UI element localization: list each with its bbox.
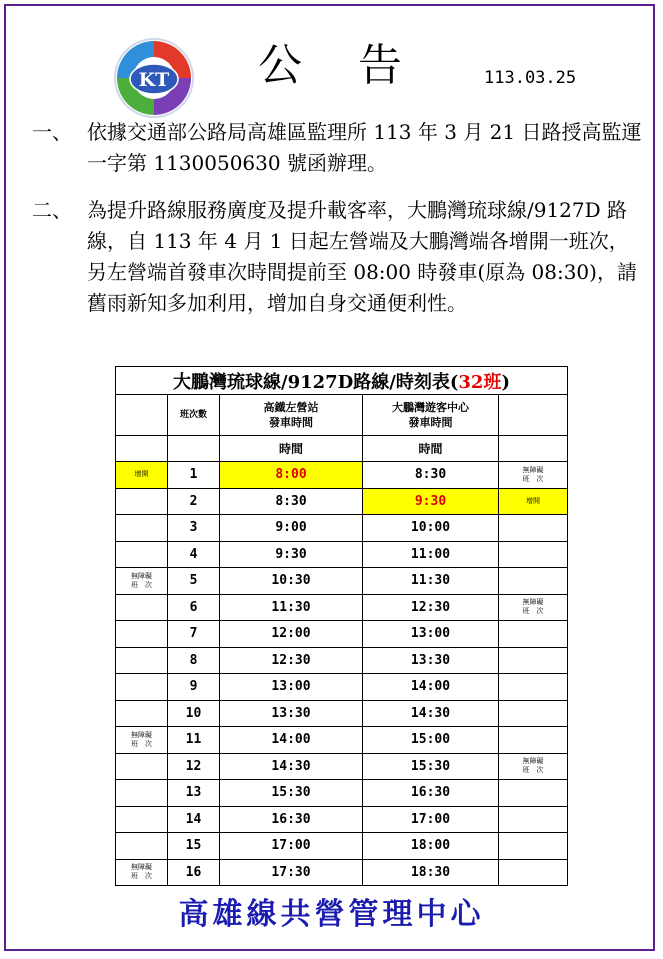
row-note-right xyxy=(499,700,568,727)
subheader-time: 時間 xyxy=(363,436,499,462)
dapeng-departure: 14:00 xyxy=(363,674,499,701)
zuoying-departure: 15:30 xyxy=(220,780,363,807)
table-row xyxy=(116,700,568,727)
dapeng-departure: 11:00 xyxy=(363,541,499,568)
row-note-left: 無障礙 班 次 xyxy=(116,859,168,886)
row-note-left: 無障礙 班 次 xyxy=(116,727,168,754)
row-note-left xyxy=(116,780,168,807)
dapeng-departure: 8:30 xyxy=(363,462,499,489)
row-note-right xyxy=(499,674,568,701)
zuoying-departure: 9:00 xyxy=(220,515,363,542)
table-row xyxy=(116,488,568,515)
header-zuoying: 高鐵左營站 發車時間 xyxy=(220,395,363,436)
header-blank xyxy=(499,395,568,436)
dapeng-departure: 12:30 xyxy=(363,594,499,621)
notice-item-2 xyxy=(32,195,645,319)
header-dapeng: 大鵬灣遊客中心 發車時間 xyxy=(363,395,499,436)
run-number: 1 xyxy=(168,462,220,489)
row-note-right xyxy=(499,806,568,833)
row-note-left xyxy=(116,647,168,674)
run-number: 10 xyxy=(168,700,220,727)
row-note-left xyxy=(116,806,168,833)
header-blank xyxy=(116,395,168,436)
item-number: 一、 xyxy=(32,120,72,144)
table-row xyxy=(116,541,568,568)
row-note-right: 無障礙 班 次 xyxy=(499,462,568,489)
run-number: 3 xyxy=(168,515,220,542)
header-run-number: 班次數 xyxy=(168,395,220,436)
run-number: 9 xyxy=(168,674,220,701)
subheader-time: 時間 xyxy=(220,436,363,462)
zuoying-departure: 9:30 xyxy=(220,541,363,568)
zuoying-departure: 12:30 xyxy=(220,647,363,674)
table-row xyxy=(116,594,568,621)
table-row xyxy=(116,806,568,833)
run-number: 11 xyxy=(168,727,220,754)
row-note-left xyxy=(116,515,168,542)
dapeng-departure: 18:30 xyxy=(363,859,499,886)
item-text: 為提升路線服務廣度及提升載客率，大鵬灣琉球線/9127D 路線，自 113 年 4 月 1 日起左營端及大鵬灣端各增開一班次，另左營端首發車次時間提前至 08:00 時發車(原為 08:30)，請舊雨新知多加利用，增加自身交通便利性。 xyxy=(87,198,637,315)
zuoying-departure: 10:30 xyxy=(220,568,363,595)
table-row xyxy=(116,462,568,489)
zuoying-departure: 12:00 xyxy=(220,621,363,648)
run-count: 32班 xyxy=(458,371,502,393)
dapeng-departure: 15:30 xyxy=(363,753,499,780)
row-note-left xyxy=(116,674,168,701)
row-note-left xyxy=(116,541,168,568)
run-number: 6 xyxy=(168,594,220,621)
row-note-right xyxy=(499,568,568,595)
run-number: 7 xyxy=(168,621,220,648)
item-text: 依據交通部公路局高雄區監理所 113 年 3 月 21 日路授高監運一字第 1130050630 號函辦理。 xyxy=(87,120,642,175)
row-note-right xyxy=(499,541,568,568)
table-row xyxy=(116,621,568,648)
zuoying-departure: 11:30 xyxy=(220,594,363,621)
row-note-right xyxy=(499,727,568,754)
zuoying-departure: 8:00 xyxy=(220,462,363,489)
dapeng-departure: 9:30 xyxy=(363,488,499,515)
row-note-left xyxy=(116,753,168,780)
timetable-caption: 大鵬灣琉球線/9127D路線/時刻表(32班) xyxy=(116,367,568,395)
dapeng-departure: 13:00 xyxy=(363,621,499,648)
kt-logo-icon xyxy=(113,37,195,119)
logo-text: KT xyxy=(138,69,170,91)
run-number: 13 xyxy=(168,780,220,807)
row-note-right: 無障礙 班 次 xyxy=(499,594,568,621)
zuoying-departure: 13:30 xyxy=(220,700,363,727)
run-number: 14 xyxy=(168,806,220,833)
zuoying-departure: 8:30 xyxy=(220,488,363,515)
table-row xyxy=(116,568,568,595)
table-row xyxy=(116,859,568,886)
zuoying-departure: 14:30 xyxy=(220,753,363,780)
table-row xyxy=(116,515,568,542)
run-number: 16 xyxy=(168,859,220,886)
table-row xyxy=(116,833,568,860)
table-row xyxy=(116,780,568,807)
row-note-right xyxy=(499,859,568,886)
dapeng-departure: 18:00 xyxy=(363,833,499,860)
row-note-left: 增開 xyxy=(116,462,168,489)
row-note-left xyxy=(116,594,168,621)
row-note-right xyxy=(499,833,568,860)
zuoying-departure: 16:30 xyxy=(220,806,363,833)
table-row xyxy=(116,674,568,701)
notice-item-1 xyxy=(32,117,645,179)
row-note-left xyxy=(116,833,168,860)
issuer-name: 高雄線共營管理中心 xyxy=(178,897,485,932)
dapeng-departure: 11:30 xyxy=(363,568,499,595)
zuoying-departure: 17:00 xyxy=(220,833,363,860)
row-note-right: 無障礙 班 次 xyxy=(499,753,568,780)
row-note-left xyxy=(116,700,168,727)
zuoying-departure: 14:00 xyxy=(220,727,363,754)
table-row xyxy=(116,753,568,780)
item-number: 二、 xyxy=(32,198,72,222)
zuoying-departure: 13:00 xyxy=(220,674,363,701)
row-note-right xyxy=(499,780,568,807)
dapeng-departure: 15:00 xyxy=(363,727,499,754)
row-note-left: 無障礙 班 次 xyxy=(116,568,168,595)
announcement-date: 113.03.25 xyxy=(484,68,577,88)
table-row xyxy=(116,727,568,754)
table-row xyxy=(116,647,568,674)
timetable xyxy=(115,366,568,886)
dapeng-departure: 17:00 xyxy=(363,806,499,833)
row-note-right xyxy=(499,515,568,542)
run-number: 5 xyxy=(168,568,220,595)
zuoying-departure: 17:30 xyxy=(220,859,363,886)
run-number: 8 xyxy=(168,647,220,674)
dapeng-departure: 14:30 xyxy=(363,700,499,727)
dapeng-departure: 10:00 xyxy=(363,515,499,542)
row-note-left xyxy=(116,621,168,648)
row-note-left xyxy=(116,488,168,515)
run-number: 12 xyxy=(168,753,220,780)
run-number: 4 xyxy=(168,541,220,568)
dapeng-departure: 13:30 xyxy=(363,647,499,674)
run-number: 2 xyxy=(168,488,220,515)
run-number: 15 xyxy=(168,833,220,860)
row-note-right xyxy=(499,621,568,648)
dapeng-departure: 16:30 xyxy=(363,780,499,807)
row-note-right: 增開 xyxy=(499,488,568,515)
row-note-right xyxy=(499,647,568,674)
page-title: 公告 xyxy=(258,40,458,91)
